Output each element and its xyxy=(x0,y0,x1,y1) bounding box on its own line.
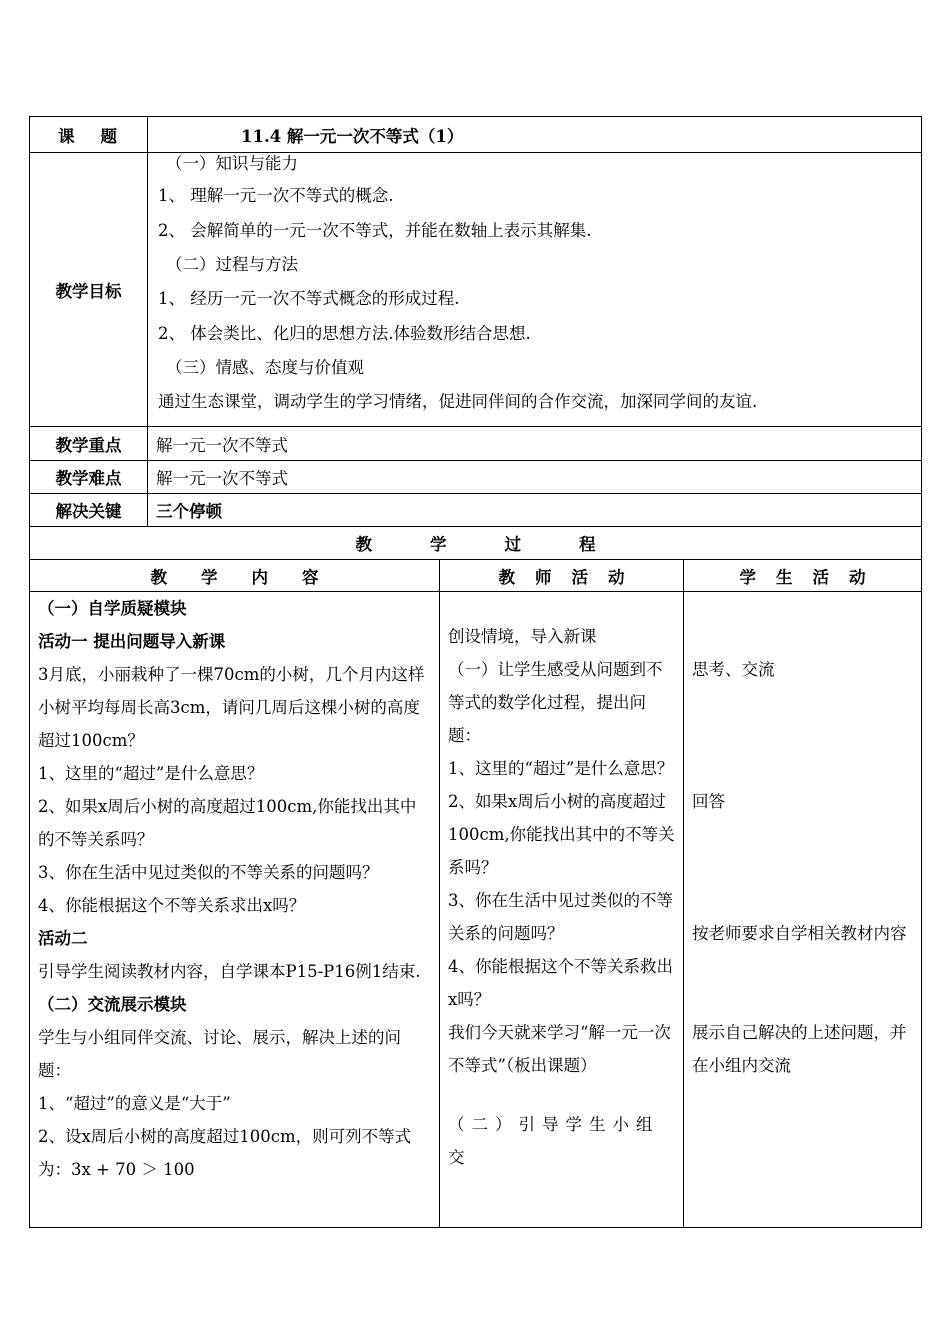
topic-row xyxy=(30,117,922,153)
key-row xyxy=(30,494,922,527)
goal-line: （二）过程与方法 xyxy=(166,255,298,274)
teacher-cell xyxy=(440,592,684,1228)
topic-label: 课题 xyxy=(30,117,148,153)
key-label: 解决关键 xyxy=(30,494,148,527)
col-header-content: 教学内容 xyxy=(30,560,440,592)
process-header-row xyxy=(30,560,922,592)
difficulty-label: 教学难点 xyxy=(30,461,148,494)
content-line: 4、你能根据这个不等关系求出x吗？ xyxy=(38,896,306,915)
teacher-line: （二）引导学生小组交 xyxy=(448,1115,660,1167)
goal-line: （三）情感、态度与价值观 xyxy=(166,358,364,377)
content-cell xyxy=(30,592,440,1228)
teacher-line: 创设情境，导入新课 xyxy=(448,627,597,646)
goals-label: 教学目标 xyxy=(30,153,148,427)
teacher-line: 1、这里的“超过”是什么意思？ xyxy=(448,759,674,778)
student-line: 按老师要求自学相关教材内容 xyxy=(692,924,907,943)
content-line: 活动一 提出问题导入新课 xyxy=(38,632,226,651)
goal-line: （一）知识与能力 xyxy=(166,154,298,173)
content-line: 3、你在生活中见过类似的不等关系的问题吗？ xyxy=(38,863,379,882)
difficulty-value: 解一元一次不等式 xyxy=(148,461,922,494)
content-line: 2、如果x周后小树的高度超过100cm,你能找出其中的不等关系吗？ xyxy=(38,797,417,849)
teacher-line: 我们今天就来学习“解一元一次不等式”（板出课题） xyxy=(448,1023,671,1075)
content-line: 活动二 xyxy=(38,929,88,948)
teacher-line: 3、你在生活中见过类似的不等关系的问题吗？ xyxy=(448,891,673,943)
goal-line: 1、 经历一元一次不等式概念的形成过程. xyxy=(158,289,460,308)
focus-label: 教学重点 xyxy=(30,427,148,461)
goals-cell xyxy=(148,153,922,427)
content-line: 3月底，小丽栽种了一棵70cm的小树，几个月内这样小树平均每周长高3cm，请问几周后这棵小树的高度超过100cm？ xyxy=(38,665,425,750)
content-line: （二）交流展示模块 xyxy=(38,995,187,1014)
content-line: （一）自学质疑模块 xyxy=(38,599,187,618)
student-line: 回答 xyxy=(692,792,725,811)
col-header-student: 学生活动 xyxy=(684,560,922,592)
process-body-row xyxy=(30,592,922,1228)
goal-line: 通过生态课堂，调动学生的学习情绪，促进同伴间的合作交流，加深同学间的友谊. xyxy=(158,392,758,411)
content-line: 学生与小组同伴交流、讨论、展示，解决上述的问题： xyxy=(38,1028,401,1080)
teacher-line: 4、你能根据这个不等关系救出x吗？ xyxy=(448,957,673,1009)
lesson-plan-table xyxy=(29,116,922,1228)
topic-title: 11.4 解一元一次不等式（1） xyxy=(148,117,922,153)
teacher-line: 2、如果x周后小树的高度超过100cm,你能找出其中的不等关系吗？ xyxy=(448,792,675,877)
difficulty-row xyxy=(30,461,922,494)
col-header-teacher: 教师活动 xyxy=(440,560,684,592)
process-title-row xyxy=(30,527,922,560)
content-line: 1、这里的“超过”是什么意思？ xyxy=(38,764,264,783)
student-line: 展示自己解决的上述问题，并在小组内交流 xyxy=(692,1023,907,1075)
process-title: 教学过程 xyxy=(30,527,922,560)
goal-line: 1、 理解一元一次不等式的概念. xyxy=(158,186,394,205)
focus-value: 解一元一次不等式 xyxy=(148,427,922,461)
content-line: 引导学生阅读教材内容，自学课本P15-P16例1结束. xyxy=(38,962,421,981)
content-line: 2、设x周后小树的高度超过100cm，则可列不等式为：3x + 70 ＞ 100 xyxy=(38,1127,412,1179)
goals-row xyxy=(30,153,922,427)
focus-row xyxy=(30,427,922,461)
key-value: 三个停顿 xyxy=(148,494,922,527)
teacher-line: （一）让学生感受从问题到不等式的数学化过程，提出问题： xyxy=(448,660,663,745)
student-line: 思考、交流 xyxy=(692,660,775,679)
content-line: 1、“超过”的意义是“大于” xyxy=(38,1094,231,1113)
goal-line: 2、 体会类比、化归的思想方法.体验数形结合思想. xyxy=(158,323,531,343)
student-cell xyxy=(684,592,922,1228)
goal-line: 2、 会解简单的一元一次不等式，并能在数轴上表示其解集. xyxy=(158,220,592,240)
